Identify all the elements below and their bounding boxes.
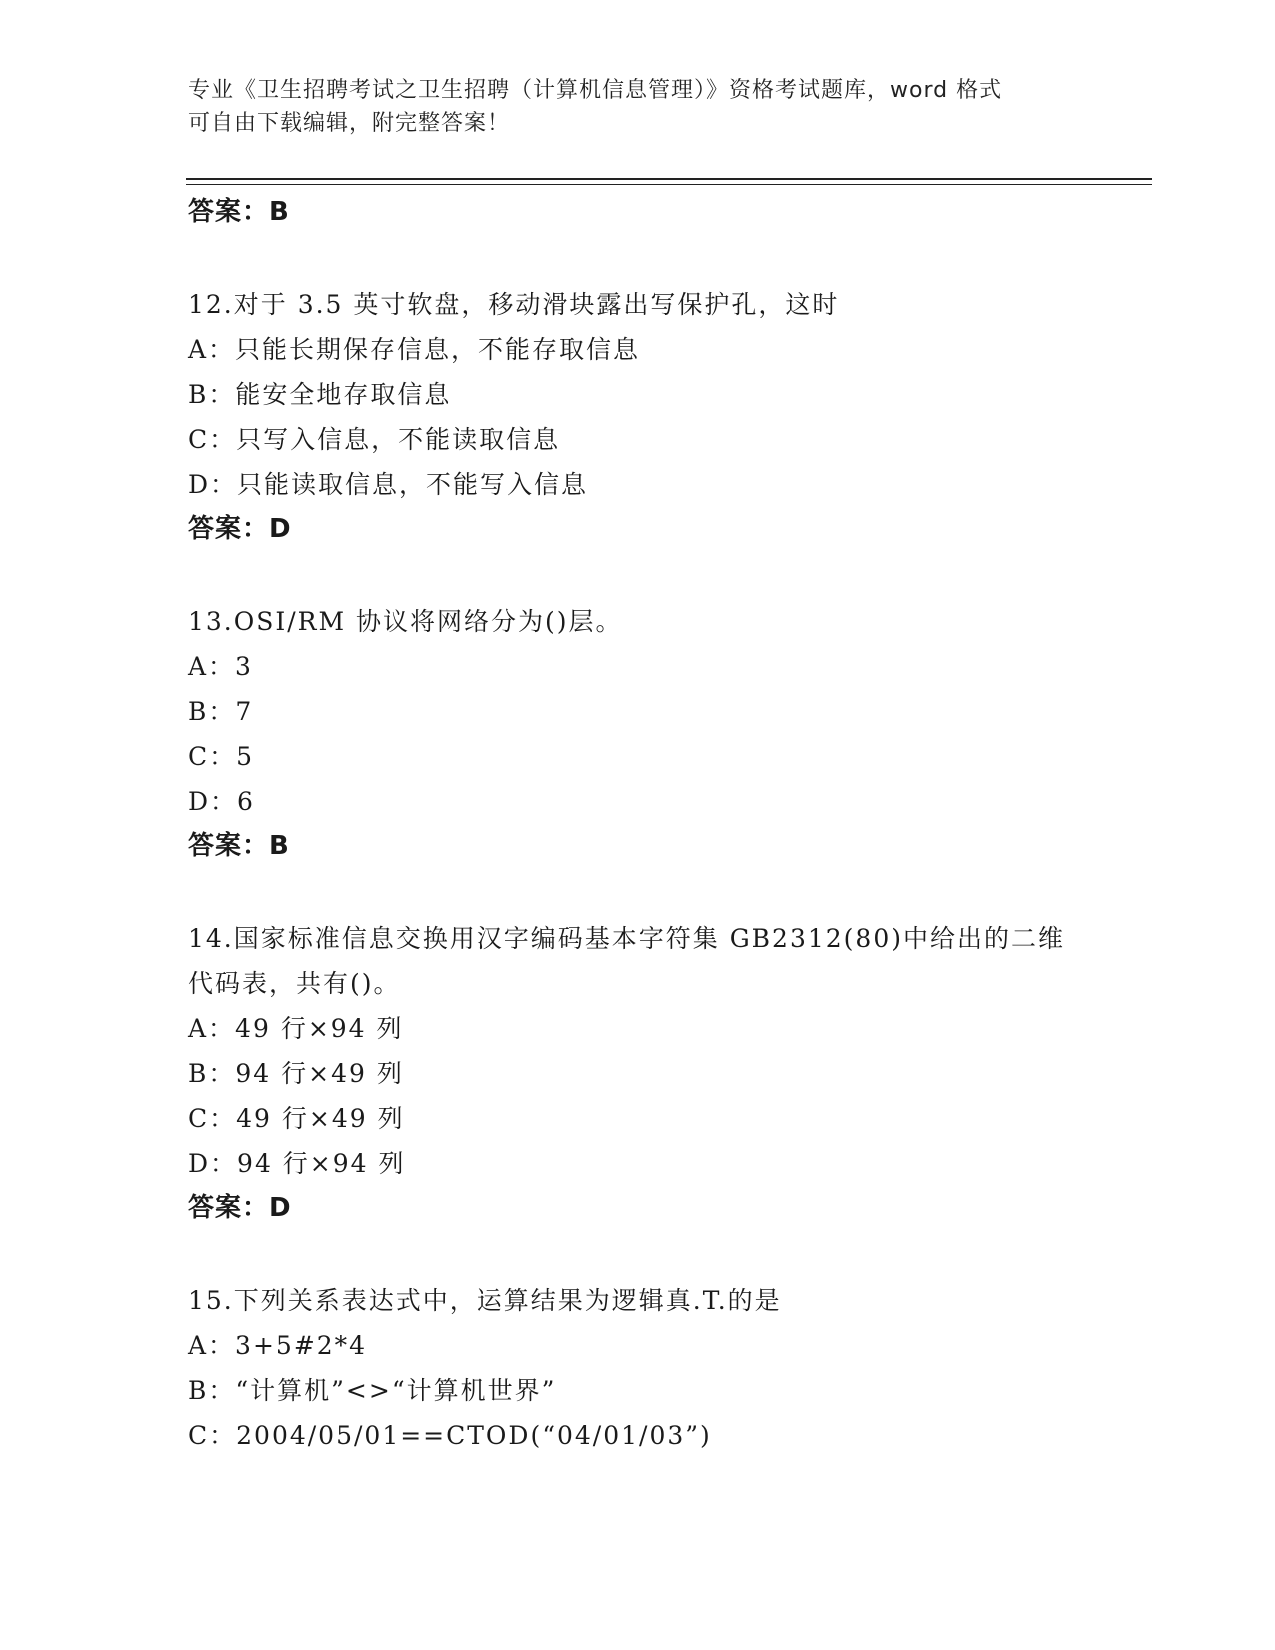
answer-line: 答案：D: [188, 514, 292, 544]
answer-line: 答案：B: [188, 197, 290, 227]
stem-line: 12.对于 3.5 英寸软盘，移动滑块露出写保护孔，这时: [188, 290, 840, 319]
option-c: C：2004/05/01==CTOD(“04/01/03”): [188, 1421, 712, 1450]
answer-line: 答案：B: [188, 831, 290, 861]
header-rule-thin: [186, 184, 1152, 185]
question-14: [188, 916, 1128, 1231]
page-header: [188, 74, 1068, 140]
question-13: [188, 599, 1128, 869]
option-b: B：“计算机”<>“计算机世界”: [188, 1376, 557, 1405]
question-stem: [188, 916, 1128, 1006]
stem-line: 代码表，共有()。: [188, 969, 401, 998]
option-d: D：只能读取信息，不能写入信息: [188, 470, 589, 499]
answer-line: 答案：D: [188, 1193, 292, 1223]
question-15: [188, 1278, 1128, 1458]
option-d: D：6: [188, 787, 255, 816]
option-a: A：只能长期保存信息，不能存取信息: [188, 335, 641, 364]
option-c: C：只写入信息，不能读取信息: [188, 425, 561, 454]
option-a: A：3: [188, 652, 253, 681]
option-b: B：7: [188, 697, 254, 726]
header-rule-thick: [186, 178, 1152, 180]
stem-line: 14.国家标准信息交换用汉字编码基本字符集 GB2312(80)中给出的二维: [188, 924, 1065, 953]
question-stem: [188, 282, 1128, 327]
question-stem: [188, 1278, 1128, 1323]
question-12: [188, 282, 1128, 552]
option-b: B：94 行×49 列: [188, 1059, 404, 1088]
option-a: A：3+5#2*4: [188, 1331, 368, 1360]
stem-line: 15.下列关系表达式中，运算结果为逻辑真.T.的是: [188, 1286, 782, 1315]
option-c: C：5: [188, 742, 255, 771]
header-line-2: 可自由下载编辑，附完整答案！: [188, 111, 511, 136]
option-c: C：49 行×49 列: [188, 1104, 405, 1133]
option-d: D：94 行×94 列: [188, 1149, 406, 1178]
header-line-1: 专业《卫生招聘考试之卫生招聘（计算机信息管理）》资格考试题库，word 格式: [188, 78, 1003, 103]
question-stem: [188, 599, 1128, 644]
option-a: A：49 行×94 列: [188, 1014, 404, 1043]
option-b: B：能安全地存取信息: [188, 380, 452, 409]
question-list: [188, 190, 1128, 1458]
stem-line: 13.OSI/RM 协议将网络分为()层。: [188, 607, 623, 636]
